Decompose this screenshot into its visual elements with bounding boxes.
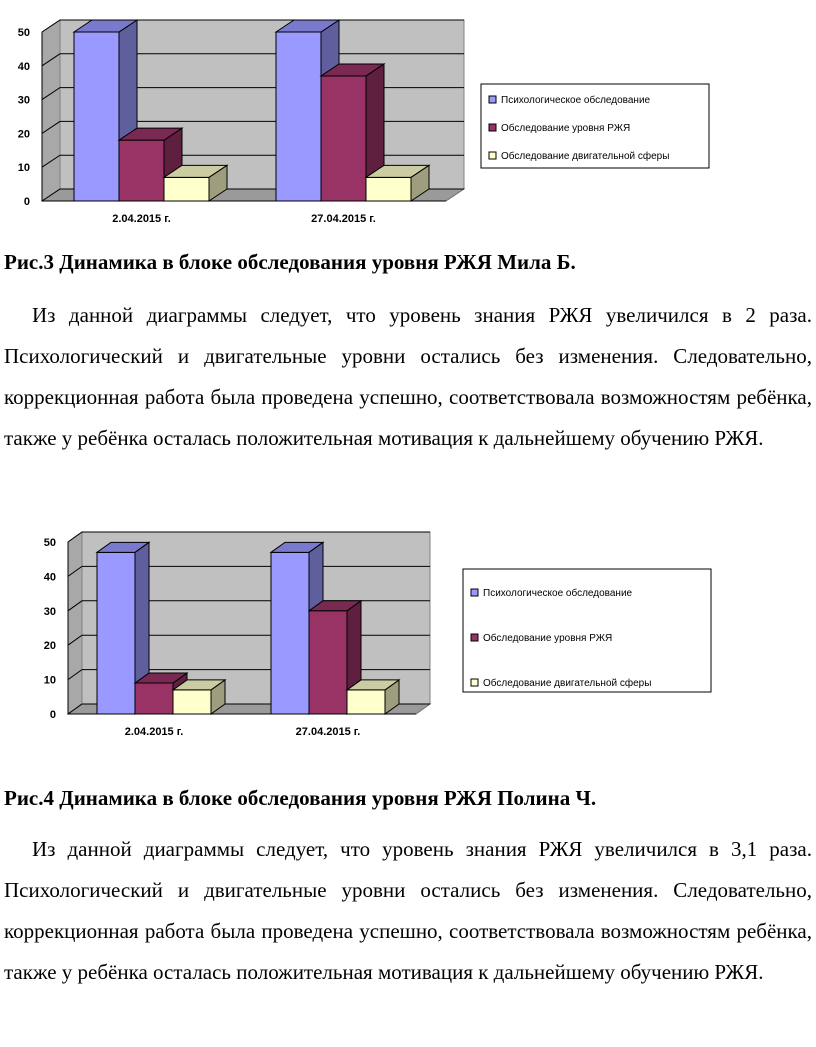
bar [164,165,227,201]
bar-front [119,140,164,201]
bar [347,680,399,714]
x-tick-label: 27.04.2015 г. [311,213,376,225]
y-tick-label: 30 [43,605,56,618]
bar-front [366,177,411,201]
y-tick-label: 40 [43,571,56,584]
legend-label: Психологическое обследование [483,588,633,599]
legend-swatch [489,96,496,103]
chart-fig-4 [0,528,816,753]
bar-front [173,690,211,714]
y-tick-label: 10 [43,674,56,687]
bar-front [309,611,347,714]
x-tick-label: 2.04.2015 г. [112,213,171,225]
figure-caption-3: Рис.3 Динамика в блоке обследования уровня РЖЯ Мила Б. [4,250,576,274]
chart-fig-3 [0,0,816,240]
x-tick-label: 2.04.2015 г. [124,726,184,738]
bar-front [97,552,135,714]
y-tick-label: 30 [17,94,30,107]
side-wall [68,532,82,714]
paragraph-1: Из данной диаграммы следует, что уровень знания РЖЯ увеличился в 2 раза. Психологический и двигательные уровни остались без изменения. Следовательно, коррекционная работа была проведена успешно, соответствовала возможностям ребёнка, также у ребёнка осталась положительная мотивация к дальнейшему обучению РЖЯ. [4,303,812,450]
legend-label: Обследование двигательной сферы [501,151,670,162]
legend-swatch [489,124,496,131]
legend-swatch [471,634,478,641]
y-tick-label: 20 [17,128,30,141]
y-tick-label: 50 [17,27,30,39]
legend-label: Психологическое обследование [501,95,651,106]
legend-label: Обследование двигательной сферы [483,678,652,689]
legend-swatch [489,152,496,159]
y-tick-label: 10 [17,162,30,175]
legend-swatch [471,679,478,686]
side-wall [42,20,60,201]
y-tick-label: 50 [43,537,56,549]
legend-swatch [471,589,478,596]
bar [173,680,225,714]
figure-caption-4: Рис.4 Динамика в блоке обследования уровня РЖЯ Полина Ч. [4,786,597,810]
y-tick-label: 40 [17,60,30,73]
legend-label: Обследование уровня РЖЯ [483,633,613,644]
x-tick-label: 27.04.2015 г. [295,726,361,738]
bar-front [135,683,173,714]
bar-front [164,177,209,201]
y-tick-label: 0 [49,709,56,721]
bar-front [271,552,309,714]
bar-front [74,32,119,201]
y-tick-label: 20 [43,640,56,653]
paragraph-2: Из данной диаграммы следует, что уровень знания РЖЯ увеличился в 3,1 раза. Психологический и двигательные уровни остались без изменения. Следовательно, коррекционная работа была проведена успешно, соответствовала возможностям ребёнка, также у ребёнка осталась положительная мотивация к дальнейшему обучению РЖЯ. [4,837,812,984]
bar-front [321,76,366,201]
legend-label: Обследование уровня РЖЯ [501,123,631,134]
y-tick-label: 0 [23,196,30,208]
bar-front [347,690,385,714]
bar [366,165,429,201]
bar-front [276,32,321,201]
